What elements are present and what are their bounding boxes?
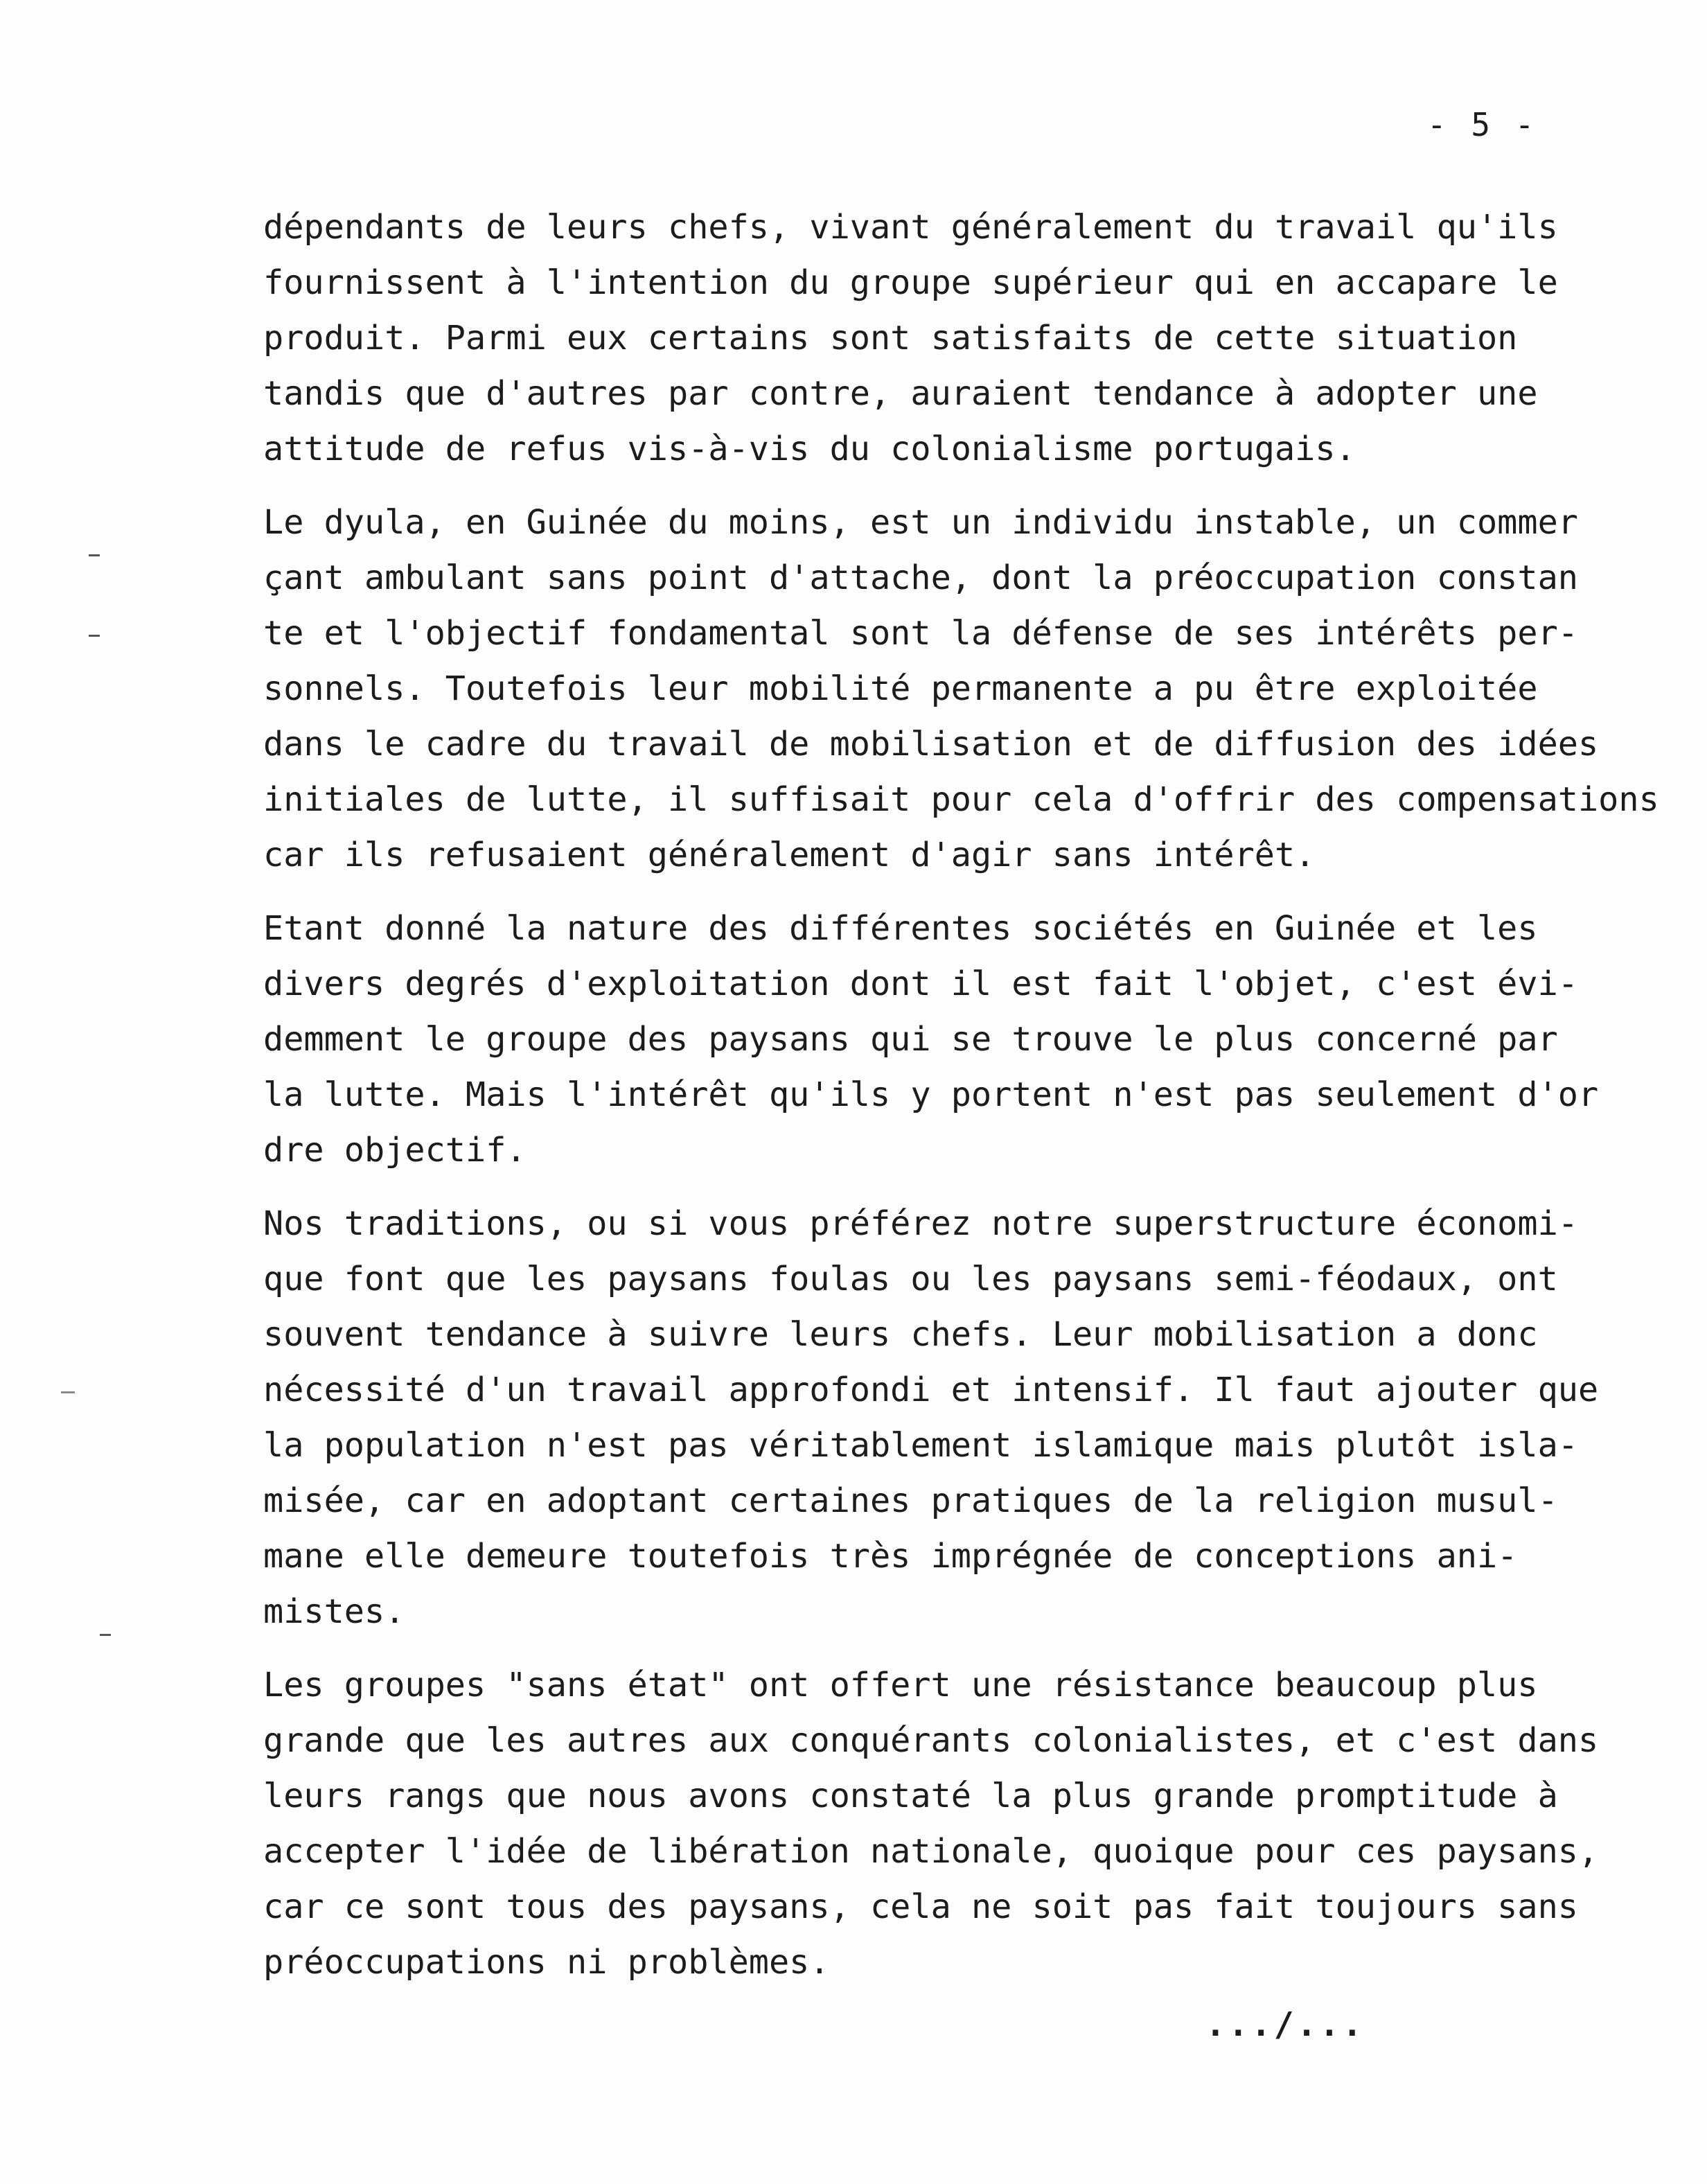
paragraph-4 [263, 1196, 1656, 1639]
paragraph-3 [263, 901, 1656, 1178]
text-line: la population n'est pas véritablement islamique mais plutôt isla- [263, 1426, 1578, 1465]
text-line: grande que les autres aux conquérants colonialistes, et c'est dans [263, 1721, 1599, 1760]
text-line: fournissent à l'intention du groupe supérieur qui en accapare le [263, 263, 1558, 302]
text-line: souvent tendance à suivre leurs chefs. Leur mobilisation a donc [263, 1315, 1538, 1354]
text-line: initiales de lutte, il suffisait pour cela d'offrir des compensations [263, 780, 1659, 819]
text-line: produit. Parmi eux certains sont satisfaits de cette situation [263, 319, 1518, 358]
text-line: car ce sont tous des paysans, cela ne soit pas fait toujours sans [263, 1887, 1578, 1926]
text-line: Le dyula, en Guinée du moins, est un individu instable, un commer [263, 503, 1578, 542]
continuation-mark: .../... [1205, 2005, 1365, 2044]
margin-speck [89, 554, 100, 556]
text-line: dans le cadre du travail de mobilisation et de diffusion des idées [263, 725, 1599, 764]
text-line: nécessité d'un travail approfondi et intensif. Il faut ajouter que [263, 1371, 1599, 1409]
margin-speck [61, 1391, 75, 1393]
text-line: Etant donné la nature des différentes sociétés en Guinée et les [263, 909, 1538, 948]
page-number: - 5 - [1427, 106, 1537, 143]
paragraph-1 [263, 200, 1656, 477]
text-line: Les groupes "sans état" ont offert une résistance beaucoup plus [263, 1666, 1538, 1705]
text-line: accepter l'idée de libération nationale, quoique pour ces paysans, [263, 1832, 1599, 1871]
text-line: que font que les paysans foulas ou les paysans semi-féodaux, ont [263, 1260, 1558, 1298]
text-line: mane elle demeure toutefois très imprégnée de conceptions ani- [263, 1537, 1518, 1576]
text-line: tandis que d'autres par contre, auraient tendance à adopter une [263, 374, 1538, 413]
text-line: Nos traditions, ou si vous préférez notre superstructure économi- [263, 1204, 1578, 1243]
text-line: attitude de refus vis-à-vis du colonialisme portugais. [263, 430, 1356, 468]
margin-speck [89, 635, 100, 637]
text-line: sonnels. Toutefois leur mobilité permanente a pu être exploitée [263, 669, 1538, 708]
text-line: dépendants de leurs chefs, vivant généralement du travail qu'ils [263, 208, 1558, 247]
text-line: te et l'objectif fondamental sont la défense de ses intérêts per- [263, 614, 1578, 653]
text-line: divers degrés d'exploitation dont il est fait l'objet, c'est évi- [263, 965, 1578, 1003]
text-line: misée, car en adoptant certaines pratiques de la religion musul- [263, 1481, 1558, 1520]
text-line: leurs rangs que nous avons constaté la plus grande promptitude à [263, 1777, 1558, 1815]
text-line: demment le groupe des paysans qui se trouve le plus concerné par [263, 1020, 1558, 1059]
text-line: çant ambulant sans point d'attache, dont la préoccupation constan [263, 558, 1578, 597]
text-line: préoccupations ni problèmes. [263, 1943, 830, 1982]
body-text [263, 200, 1659, 2008]
text-line: la lutte. Mais l'intérêt qu'ils y portent n'est pas seulement d'or [263, 1075, 1599, 1114]
text-line: car ils refusaient généralement d'agir sans intérêt. [263, 836, 1316, 874]
paragraph-5 [263, 1657, 1656, 1990]
margin-speck [100, 1634, 111, 1636]
paragraph-2 [263, 495, 1659, 883]
text-line: mistes. [263, 1592, 405, 1631]
text-line: dre objectif. [263, 1131, 527, 1170]
